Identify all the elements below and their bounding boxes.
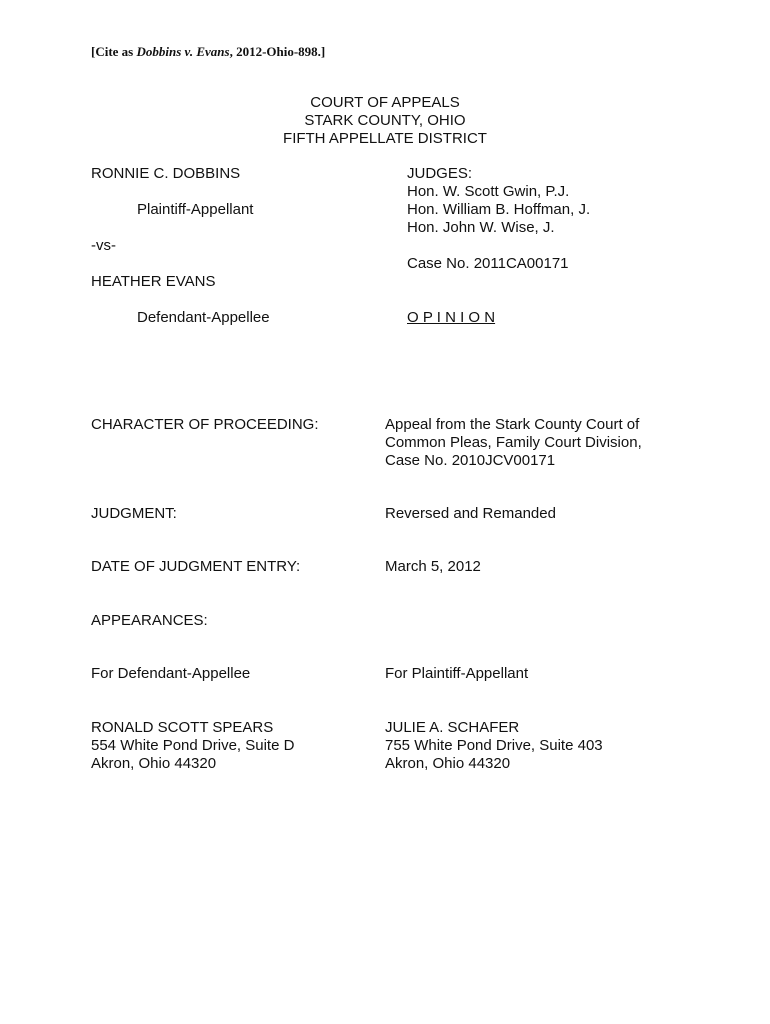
- plaintiff-attorney-address-line2: Akron, Ohio 44320: [385, 755, 511, 772]
- plaintiff-counsel-heading: For Plaintiff-Appellant: [385, 665, 529, 682]
- judges-heading: JUDGES:: [407, 165, 473, 182]
- defendant-role: Defendant-Appellee: [137, 309, 270, 326]
- court-name: COURT OF APPEALS: [310, 94, 460, 111]
- plaintiff-attorney-address-line1: 755 White Pond Drive, Suite 403: [385, 737, 603, 754]
- defendant-attorney-address-line2: Akron, Ohio 44320: [91, 755, 217, 772]
- plaintiff-role: Plaintiff-Appellant: [137, 201, 254, 218]
- opinion-label: O P I N I O N: [407, 309, 496, 326]
- case-number: Case No. 2011CA00171: [407, 255, 569, 272]
- versus-label: -vs-: [91, 237, 116, 254]
- judgment-date-label: DATE OF JUDGMENT ENTRY:: [91, 558, 301, 575]
- defendant-name: HEATHER EVANS: [91, 273, 216, 290]
- plaintiff-name: RONNIE C. DOBBINS: [91, 165, 241, 182]
- court-district: FIFTH APPELLATE DISTRICT: [283, 130, 487, 147]
- proceeding-value-line1: Appeal from the Stark County Court of: [385, 416, 640, 433]
- court-county: STARK COUNTY, OHIO: [304, 112, 466, 129]
- defendant-attorney-name: RONALD SCOTT SPEARS: [91, 719, 274, 736]
- judgment-label: JUDGMENT:: [91, 505, 177, 522]
- appearances-heading: APPEARANCES:: [91, 612, 208, 629]
- proceeding-value-line2: Common Pleas, Family Court Division,: [385, 434, 642, 451]
- citation-case-name: Dobbins v. Evans: [136, 44, 230, 59]
- citation-prefix: [Cite as: [91, 44, 137, 59]
- plaintiff-attorney-name: JULIE A. SCHAFER: [385, 719, 520, 736]
- citation-suffix: , 2012-Ohio-898.]: [229, 44, 326, 59]
- judge-wise: Hon. John W. Wise, J.: [407, 219, 555, 236]
- judgment-date-value: March 5, 2012: [385, 558, 481, 575]
- judgment-value: Reversed and Remanded: [385, 505, 556, 522]
- judge-hoffman: Hon. William B. Hoffman, J.: [407, 201, 591, 218]
- defendant-attorney-address-line1: 554 White Pond Drive, Suite D: [91, 737, 295, 754]
- judge-gwin: Hon. W. Scott Gwin, P.J.: [407, 183, 570, 200]
- citation-line: [91, 44, 325, 60]
- proceeding-label: CHARACTER OF PROCEEDING:: [91, 416, 319, 433]
- defendant-counsel-heading: For Defendant-Appellee: [91, 665, 251, 682]
- proceeding-value-line3: Case No. 2010JCV00171: [385, 452, 556, 469]
